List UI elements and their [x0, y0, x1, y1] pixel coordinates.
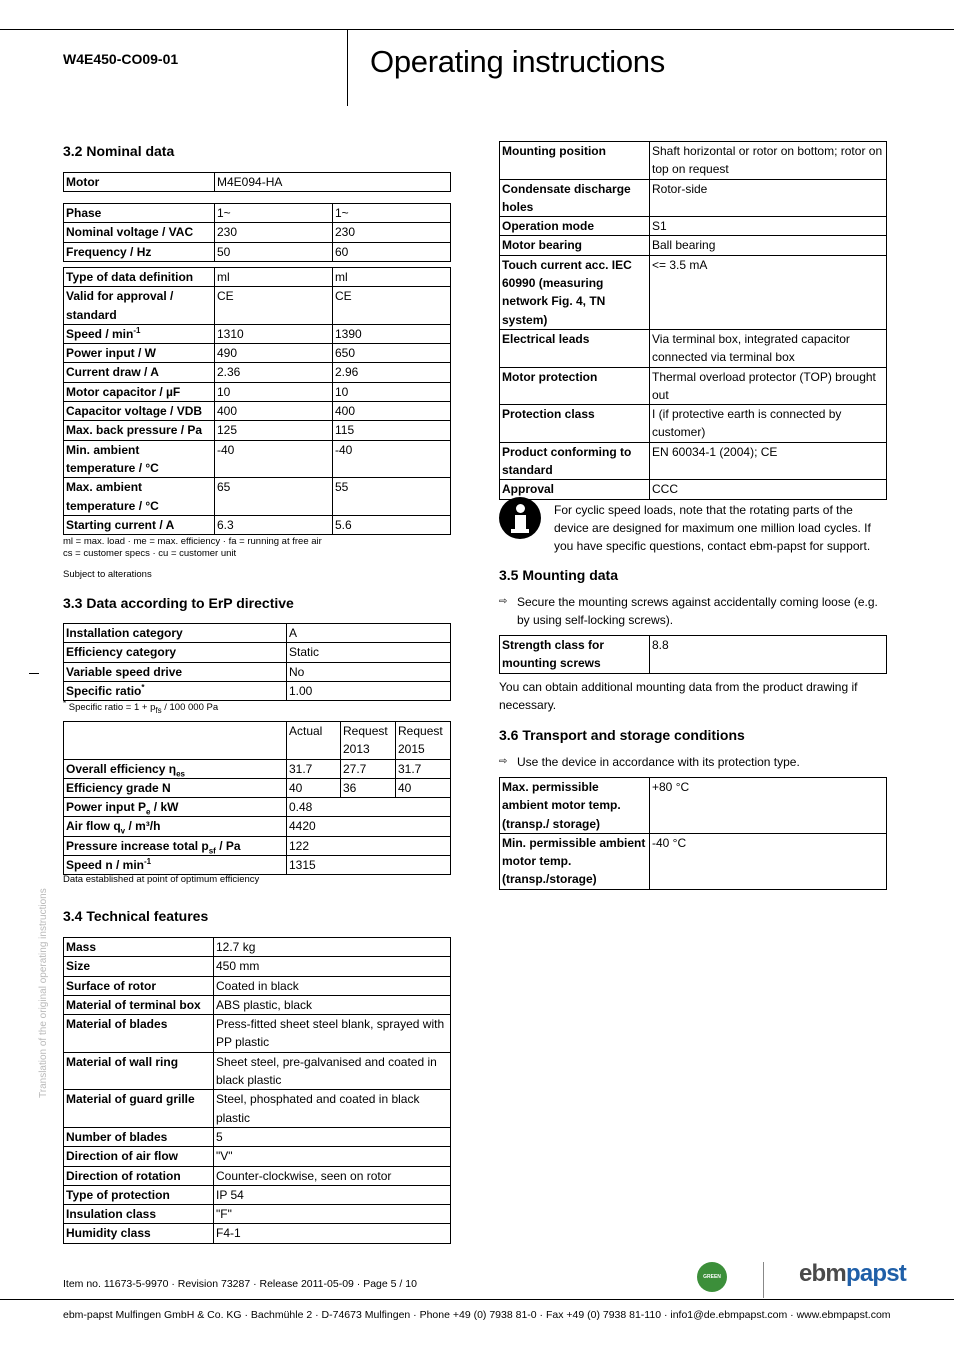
section-3-4-title: 3.4 Technical features	[63, 908, 209, 924]
mounting-text: You can obtain additional mounting data from the product drawing if necessary.	[499, 680, 858, 712]
table-cell-value: S1	[650, 217, 887, 236]
table-row	[64, 938, 451, 957]
table-row	[500, 217, 887, 236]
footer-rule	[0, 1299, 954, 1300]
table-cell-value: 2.96	[333, 363, 451, 382]
airflow-unit: / m³/h	[125, 819, 161, 834]
specific-ratio-label: Specific ratio	[66, 683, 142, 698]
table-cell-value: 650	[333, 344, 451, 363]
table-row	[500, 367, 887, 405]
bullet-text: Secure the mounting screws against accidentally coming loose (e.g. by using self-locking screws).	[517, 595, 878, 627]
ebmpapst-logo	[799, 1260, 906, 1288]
sidebar-translation-note: Translation of the original operating instructions	[38, 888, 49, 1098]
section-3-2-title: 3.2 Nominal data	[63, 143, 175, 159]
specific-ratio-star: *	[141, 682, 145, 692]
table-cell-value: Static	[287, 643, 451, 662]
power-sub: e	[146, 807, 151, 817]
table-cell-value: Rotor-side	[650, 179, 887, 217]
table-row	[64, 268, 451, 287]
table-cell-label: Min. permissible ambient motor temp. (transp./storage)	[500, 833, 650, 889]
table-row	[500, 442, 887, 480]
table-cell-value: <= 3.5 mA	[650, 255, 887, 329]
table-cell-value: "V"	[214, 1147, 451, 1166]
table-cell-value: 55	[333, 478, 451, 516]
table-cell-label	[64, 798, 287, 817]
table-cell-value: CE	[215, 287, 333, 325]
table-row	[500, 778, 887, 834]
efficiency-sub: es	[176, 768, 185, 778]
table-cell-label: Material of blades	[64, 1015, 214, 1053]
table-row	[64, 1015, 451, 1053]
table-cell-label: Insulation class	[64, 1205, 214, 1224]
table-cell-label	[64, 681, 287, 700]
table-cell-label: Frequency / Hz	[64, 242, 215, 261]
airflow-label: Air flow q	[66, 819, 121, 834]
table-row	[500, 236, 887, 255]
table-cell-value: -40	[333, 440, 451, 478]
table-cell-value: Shaft horizontal or rotor on bottom; rotor on top on request	[650, 142, 887, 180]
pressure-unit: / Pa	[215, 838, 241, 853]
table-cell-label: Nominal voltage / VAC	[64, 223, 215, 242]
table-row	[64, 421, 451, 440]
table-row	[64, 1147, 451, 1166]
table-row	[64, 681, 451, 700]
nominal-table-1	[63, 203, 451, 262]
table-cell-label: Motor capacitor / µF	[64, 382, 215, 401]
fold-mark	[29, 673, 39, 674]
table-cell-label: Approval	[500, 480, 650, 499]
table-cell-value: 122	[287, 836, 451, 855]
table-cell-value: 1~	[215, 204, 333, 223]
table-cell-value: No	[287, 662, 451, 681]
table-cell-label	[64, 856, 287, 875]
table-row	[64, 778, 451, 797]
table-cell-label: Mass	[64, 938, 214, 957]
table-cell-value: 230	[215, 223, 333, 242]
page-title: Operating instructions	[370, 44, 665, 79]
table-cell-label: Capacitor voltage / VDB	[64, 402, 215, 421]
legend-note-2: cs = customer specs · cu = customer unit	[63, 548, 237, 559]
pressure-sub: sf	[208, 846, 216, 856]
table-cell-value: 36	[341, 778, 396, 797]
section-3-5-title: 3.5 Mounting data	[499, 567, 618, 583]
power-label: Power input P	[66, 800, 147, 815]
table-cell-value: 8.8	[650, 636, 887, 674]
speed-n-label: Speed n / min	[66, 858, 145, 873]
table-cell-value: 50	[215, 242, 333, 261]
table-row	[64, 798, 451, 817]
arrow-right-icon: ⇨	[499, 756, 508, 767]
table-row	[64, 478, 451, 516]
table-cell-label: Condensate discharge holes	[500, 179, 650, 217]
table-row	[500, 329, 887, 367]
table-row	[64, 1205, 451, 1224]
nominal-table-2	[63, 267, 451, 535]
table-cell-value: -40	[215, 440, 333, 478]
table-cell-value: F4-1	[214, 1224, 451, 1243]
table-cell-label: Max. ambient temperature / °C	[64, 478, 215, 516]
table-cell-label: Strength class for mounting screws	[500, 636, 650, 674]
table-row	[64, 759, 451, 778]
table-cell-value: 1.00	[287, 681, 451, 700]
table-cell-label: Electrical leads	[500, 329, 650, 367]
table-row	[64, 643, 451, 662]
table-cell-label: Valid for approval / standard	[64, 287, 215, 325]
table-cell-label: Max. permissible ambient motor temp. (transp./ storage)	[500, 778, 650, 834]
table-cell-value: 450 mm	[214, 957, 451, 976]
header-top-rule	[0, 29, 954, 30]
erp-table-2	[63, 721, 451, 875]
table-cell-label: Efficiency grade N	[64, 778, 287, 797]
note-text: Specific ratio = 1 + p	[66, 702, 156, 713]
motor-table	[63, 172, 451, 192]
table-cell-value: Counter-clockwise, seen on rotor	[214, 1166, 451, 1185]
table-row	[64, 324, 451, 343]
table-cell-label: Mounting position	[500, 142, 650, 180]
table-row	[64, 363, 451, 382]
table-row	[64, 515, 451, 534]
table-row	[64, 856, 451, 875]
table-cell-value: 400	[333, 402, 451, 421]
table-row	[500, 636, 887, 674]
table-row	[500, 142, 887, 180]
table-row	[64, 204, 451, 223]
table-cell-label: Surface of rotor	[64, 976, 214, 995]
table-cell-value: Coated in black	[214, 976, 451, 995]
table-row	[64, 223, 451, 242]
table-row	[500, 833, 887, 889]
table-cell-value: ABS plastic, black	[214, 995, 451, 1014]
table-cell-value: 5.6	[333, 515, 451, 534]
table-cell-label	[64, 324, 215, 343]
table-cell-value: 27.7	[341, 759, 396, 778]
table-header-request-2015: Request 2015	[396, 722, 451, 760]
table-cell-label: Efficiency category	[64, 643, 287, 662]
table-cell-value: 490	[215, 344, 333, 363]
table-cell-value: 1310	[215, 324, 333, 343]
table-cell-label: Starting current / A	[64, 515, 215, 534]
table-cell-label: Variable speed drive	[64, 662, 287, 681]
table-cell-value: 1390	[333, 324, 451, 343]
table-row	[500, 405, 887, 443]
speed-label: Speed / min	[66, 326, 134, 341]
mounting-bullet	[499, 593, 887, 629]
table-cell-label: Installation category	[64, 624, 287, 643]
table-row	[64, 1127, 451, 1146]
table-row	[64, 402, 451, 421]
table-row	[500, 255, 887, 329]
table-cell-value: +80 °C	[650, 778, 887, 834]
green-tech-logo: GREEN TECH	[697, 1262, 727, 1292]
table-cell-value: 40	[396, 778, 451, 797]
info-text: For cyclic speed loads, note that the rotating parts of the device are designed for maximum one million load cycles. If you have specific questions, contact ebm-papst for support.	[554, 503, 871, 553]
table-cell-value: 230	[333, 223, 451, 242]
table-cell-value: 400	[215, 402, 333, 421]
table-cell-label	[64, 836, 287, 855]
table-cell-label: Motor	[64, 173, 215, 192]
speed-n-sup: -1	[144, 857, 152, 867]
table-row	[64, 976, 451, 995]
table-cell-value: 12.7 kg	[214, 938, 451, 957]
table-header-row	[64, 722, 451, 760]
table-cell-value: Sheet steel, pre-galvanised and coated in black plastic	[214, 1052, 451, 1090]
table-cell-value: 65	[215, 478, 333, 516]
table-cell-value: 10	[333, 382, 451, 401]
table-cell-value: Steel, phosphated and coated in black plastic	[214, 1090, 451, 1128]
table-row	[500, 480, 887, 499]
table-cell-value: 6.3	[215, 515, 333, 534]
table-cell-value: 0.48	[287, 798, 451, 817]
table-row	[64, 995, 451, 1014]
table-row	[64, 957, 451, 976]
table-cell-value: Ball bearing	[650, 236, 887, 255]
brand-ebm: ebm	[799, 1260, 846, 1287]
table-cell-value: 60	[333, 242, 451, 261]
table-cell-label: Type of data definition	[64, 268, 215, 287]
alterations-note: Subject to alterations	[63, 569, 152, 580]
efficiency-label: Overall efficiency η	[66, 761, 177, 776]
table-cell-value: Thermal overload protector (TOP) brought out	[650, 367, 887, 405]
table-cell-label: Current draw / A	[64, 363, 215, 382]
table-cell-label: Touch current acc. IEC 60990 (measuring network Fig. 4, TN system)	[500, 255, 650, 329]
bullet-text: Use the device in accordance with its protection type.	[517, 755, 800, 769]
document-id: W4E450-CO09-01	[63, 51, 179, 67]
table-cell-label: Max. back pressure / Pa	[64, 421, 215, 440]
table-row	[64, 440, 451, 478]
table-row	[64, 382, 451, 401]
table-row	[64, 1166, 451, 1185]
section-3-3-title: 3.3 Data according to ErP directive	[63, 595, 294, 611]
table-cell-value: 4420	[287, 817, 451, 836]
table-cell-value: 5	[214, 1127, 451, 1146]
table-cell-label: Material of terminal box	[64, 995, 214, 1014]
footer-item-info: Item no. 11673-5-9970 · Revision 73287 · Release 2011-05-09 · Page 5 / 10	[63, 1278, 417, 1290]
table-cell-label: Material of wall ring	[64, 1052, 214, 1090]
note-sub: fs	[155, 705, 162, 715]
table-row	[64, 1052, 451, 1090]
table-cell-label: Phase	[64, 204, 215, 223]
table-row	[64, 344, 451, 363]
pressure-label: Pressure increase total p	[66, 838, 209, 853]
table-cell-value: 40	[287, 778, 341, 797]
table-cell-value: 2.36	[215, 363, 333, 382]
technical-features-table	[63, 937, 451, 1244]
table-cell-value: ml	[333, 268, 451, 287]
table-header-actual: Actual	[287, 722, 341, 760]
table-cell-label	[64, 817, 287, 836]
table-cell-value: 125	[215, 421, 333, 440]
header-divider	[347, 29, 348, 106]
mounting-table	[499, 635, 887, 674]
legend-note-1: ml = max. load · me = max. efficiency · fa = running at free air	[63, 536, 322, 547]
table-cell-label: Material of guard grille	[64, 1090, 214, 1128]
table-cell-label: Motor bearing	[500, 236, 650, 255]
airflow-sub: v	[120, 826, 126, 836]
table-cell-label: Operation mode	[500, 217, 650, 236]
table-row	[64, 1224, 451, 1243]
table-cell-label: Number of blades	[64, 1127, 214, 1146]
table-row	[64, 624, 451, 643]
footer-address: ebm-papst Mulfingen GmbH & Co. KG · Bachmühle 2 · D-74673 Mulfingen · Phone +49 (0) 7938 81-0 · Fax +49 (0) 7938 81-110 · info1@de.ebmpapst.com · www.ebmpapst.com	[63, 1309, 891, 1321]
table-cell-value: Via terminal box, integrated capacitor connected via terminal box	[650, 329, 887, 367]
table-cell-value: CCC	[650, 480, 887, 499]
table-cell-value: Press-fitted sheet steel blank, sprayed with PP plastic	[214, 1015, 451, 1053]
table-cell-label: Type of protection	[64, 1185, 214, 1204]
table-cell-label: Humidity class	[64, 1224, 214, 1243]
power-unit: / kW	[150, 800, 179, 815]
table-cell-label: Direction of rotation	[64, 1166, 214, 1185]
table-cell-label: Power input / W	[64, 344, 215, 363]
note-star: *	[63, 698, 67, 708]
table-cell-value: -40 °C	[650, 833, 887, 889]
table-cell-value: 10	[215, 382, 333, 401]
table-header-request-2013: Request 2013	[341, 722, 396, 760]
transport-bullet	[499, 753, 887, 771]
table-row	[64, 242, 451, 261]
table-row	[64, 1185, 451, 1204]
table-cell-value: IP 54	[214, 1185, 451, 1204]
table-cell-value: 31.7	[287, 759, 341, 778]
table-cell-value: I (if protective earth is connected by customer)	[650, 405, 887, 443]
table-cell-label: Product conforming to standard	[500, 442, 650, 480]
table-row	[64, 836, 451, 855]
table-row	[64, 817, 451, 836]
table-row	[64, 173, 451, 192]
note-text-end: / 100 000 Pa	[161, 702, 219, 713]
erp-table-1	[63, 623, 451, 701]
section-3-6-title: 3.6 Transport and storage conditions	[499, 727, 745, 743]
table-cell-value: A	[287, 624, 451, 643]
table-cell-value: 115	[333, 421, 451, 440]
arrow-right-icon: ⇨	[499, 596, 508, 607]
specific-ratio-note	[63, 698, 219, 715]
table-cell-label: Size	[64, 957, 214, 976]
table-row	[64, 662, 451, 681]
motor-properties-table	[499, 141, 887, 500]
table-cell-value: "F"	[214, 1205, 451, 1224]
table-cell-label: Motor protection	[500, 367, 650, 405]
table-row	[500, 179, 887, 217]
table-cell-value: M4E094-HA	[215, 173, 451, 192]
table-cell-value: 31.7	[396, 759, 451, 778]
speed-unit-sup: -1	[133, 325, 141, 335]
optimum-efficiency-note: Data established at point of optimum efficiency	[63, 874, 260, 885]
table-cell-label: Min. ambient temperature / °C	[64, 440, 215, 478]
table-cell-value: EN 60034-1 (2004); CE	[650, 442, 887, 480]
table-header-empty	[64, 722, 287, 760]
brand-papst: papst	[845, 1260, 906, 1287]
info-icon	[499, 497, 541, 539]
transport-table	[499, 777, 887, 890]
table-row	[64, 1090, 451, 1128]
table-row	[64, 287, 451, 325]
table-cell-value: 1315	[287, 856, 451, 875]
table-cell-value: ml	[215, 268, 333, 287]
table-cell-label	[64, 759, 287, 778]
table-cell-label: Protection class	[500, 405, 650, 443]
table-cell-value: CE	[333, 287, 451, 325]
table-cell-label: Direction of air flow	[64, 1147, 214, 1166]
footer-logo-divider	[763, 1262, 764, 1298]
table-cell-value: 1~	[333, 204, 451, 223]
